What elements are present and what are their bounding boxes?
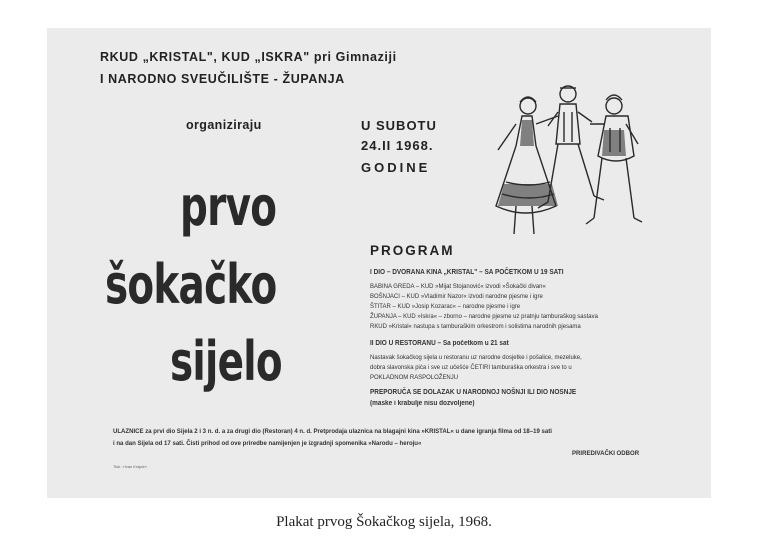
- program-line: BOŠNJACI – KUD »Vladimir Nazor« izvodi narodne pjesme i igre: [370, 293, 543, 300]
- printer-mark: Tisk. »Ivan Krajač«: [113, 464, 147, 469]
- poster-title-word-1: prvo: [180, 175, 277, 238]
- program-line: RKUD »Kristal« nastupa s tamburaškim orkestrom i solistima narodnih pjesama: [370, 323, 581, 330]
- program-line: Nastavak šokačkog sijela u restoranu uz narodne dosjetke i pošalice, mezeluke,: [370, 354, 582, 361]
- tickets-info-line-1: ULAZNICE za prvi dio Sijela 2 i 3 n. d. a za drugi dio (Restoran) 4 n. d. Pretprodaja ulaznica na blagajni kina »KRISTAL« u dane igranja filma od 18–19 sati: [113, 428, 552, 435]
- poster-date-day: U SUBOTU: [361, 118, 437, 133]
- dancing-folk-trio-illustration: [486, 72, 652, 252]
- poster-title-word-2: šokačko: [105, 253, 277, 316]
- figure-caption: Plakat prvog Šokačkog sijela, 1968.: [276, 514, 492, 530]
- program-line: II DIO U RESTORANU – Sa početkom u 21 sat: [370, 340, 509, 347]
- program-line: dobra slavonska pića i sve uz učešće ČETIRI tamburaška orkestra i sve to u: [370, 364, 572, 371]
- tickets-info-line-2: i na dan Sijela od 17 sati. Čisti prihod od ove priredbe namijenjen je izgradnji spomenika »Narodu – heroju«: [113, 440, 422, 447]
- program-line: ŠTITAR – KUD »Josip Kozarac« – narodne pjesme i igre: [370, 303, 521, 310]
- poster-organize-text: organiziraju: [186, 118, 262, 132]
- program-line: I DIO – DVORANA KINA „KRISTAL" – SA POČETKOM U 19 SATI: [370, 269, 564, 276]
- program-line: POKLADNOM RASPOLOŽENJU: [370, 374, 459, 381]
- poster-header-institution: I NARODNO SVEUČILIŠTE - ŽUPANJA: [100, 72, 345, 86]
- poster-date-value: 24.II 1968.: [361, 138, 434, 153]
- poster-date-year-label: GODINE: [361, 160, 431, 175]
- program-line: BABINA GREDA – KUD »Mijat Stojanović« izvodi »Šokački divan«: [370, 283, 546, 290]
- organizing-committee-signature: PRIREDIVAČKI ODBOR: [572, 450, 640, 457]
- program-line: ŽUPANJA – KUD »Iskra« – zborno – narodne pjesme uz pratnju tamburaškog sastava: [370, 313, 598, 320]
- poster-title-word-3: sijelo: [170, 330, 282, 393]
- program-line: (maske i krabulje nisu dozvoljene): [370, 400, 475, 407]
- program-heading: PROGRAM: [370, 243, 455, 258]
- program-line: PREPORUČA SE DOLAZAK U NARODNOJ NOŠNJI ILI DIO NOSNJE: [370, 389, 577, 396]
- poster-header-organizers: RKUD „KRISTAL", KUD „ISKRA" pri Gimnaziji: [100, 50, 397, 64]
